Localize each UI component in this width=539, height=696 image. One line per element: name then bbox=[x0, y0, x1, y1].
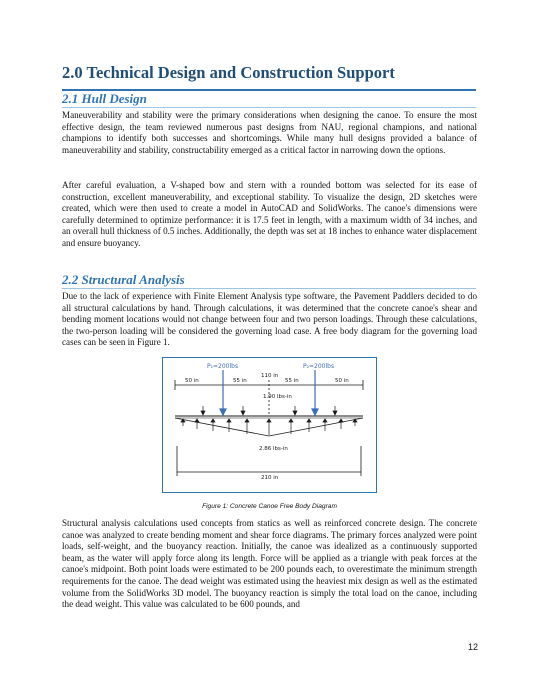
subsection-title-structural: 2.2 Structural Analysis bbox=[62, 272, 185, 287]
label-mid: 110 in bbox=[261, 373, 279, 379]
paragraph-hull-2: After careful evaluation, a V-shaped bow and stern with a rounded bottom was selected for its ease of construction, excellent maneuverability, and exceptional stability. To visualize the design, 2D sketches were created, which were then used to create a model in AutoCAD and SolidWorks. The canoe's dimensions were carefully determined to optimize performance: it is 17.5 feet in length, with a maximum width of 34 inches, and an overall hull thickness of 0.5 inches. Additionally, the depth was set at 18 inches to enhance water displacement and ensure buoyancy. bbox=[62, 180, 477, 248]
subsection-rule-structural bbox=[62, 288, 476, 289]
subsection-rule-hull bbox=[62, 107, 476, 108]
figure-caption: Figure 1: Concrete Canoe Free Body Diagram bbox=[202, 503, 337, 510]
paragraph-structural-2: Structural analysis calculations used concepts from statics as well as reinforced concrete design. The concrete canoe was analyzed to create bending moment and shear force diagrams. The primary forces analyzed were point loads, self-weight, and the buoyancy reaction. Initially, the canoe was idealized as a continuously supported beam, as the water will apply force along its length. Force will be applied as a triangle with peak forces at the canoe's midpoint. Both point loads were estimated to be 200 pounds each, to overestimate the minimum strength requirements for the canoe. The dead weight was estimated using the heaviest mix design as well as the estimated volume from the SolidWorks 3D model. The buoyancy reaction is simply the total load on the canoe, including the dead weight. This value was calculated to be 600 pounds, and bbox=[62, 518, 477, 610]
label-seg1: 50 in bbox=[185, 378, 199, 384]
label-seg3: 55 in bbox=[285, 378, 299, 384]
page-number: 12 bbox=[467, 642, 478, 652]
paragraph-hull-1: Maneuverability and stability were the primary considerations when designing the canoe. To ensure the most effective design, the team reviewed numerous past designs from NAU, regional champions, and national champions to identify both successes and shortcomings. While many hull designs provided a balance of maneuverability and stability, constructability emerged as a critical factor in narrowing down the options. bbox=[62, 110, 477, 155]
paragraph-structural-1: Due to the lack of experience with Finite Element Analysis type software, the Pavement Paddlers decided to do all structural calculations by hand. Through calculations, it was determined that the concrete canoe's shear and bending moment locations would not change between four and two person loadings. Through these calculations, the two-person loading will be considered the governing load case. A free body diagram for the governing load cases can be seen in Figure 1. bbox=[62, 291, 477, 348]
label-self-weight: 1.90 lbs-in bbox=[263, 394, 292, 400]
buoyancy-arrows bbox=[181, 419, 357, 435]
label-seg4: 50 in bbox=[335, 378, 349, 384]
subsection-title-hull: 2.1 Hull Design bbox=[62, 91, 147, 106]
label-p1: P₁=200lbs bbox=[207, 363, 239, 370]
label-p2: P₂=200lbs bbox=[303, 363, 335, 370]
label-total: 210 in bbox=[261, 475, 279, 481]
free-body-diagram-svg bbox=[163, 358, 376, 492]
free-body-diagram bbox=[162, 357, 377, 493]
section-heading: 2.0 Technical Design and Construction Support bbox=[62, 63, 395, 82]
label-buoyancy: 2.86 lbs-in bbox=[259, 446, 288, 452]
label-seg2: 55 in bbox=[233, 378, 247, 384]
